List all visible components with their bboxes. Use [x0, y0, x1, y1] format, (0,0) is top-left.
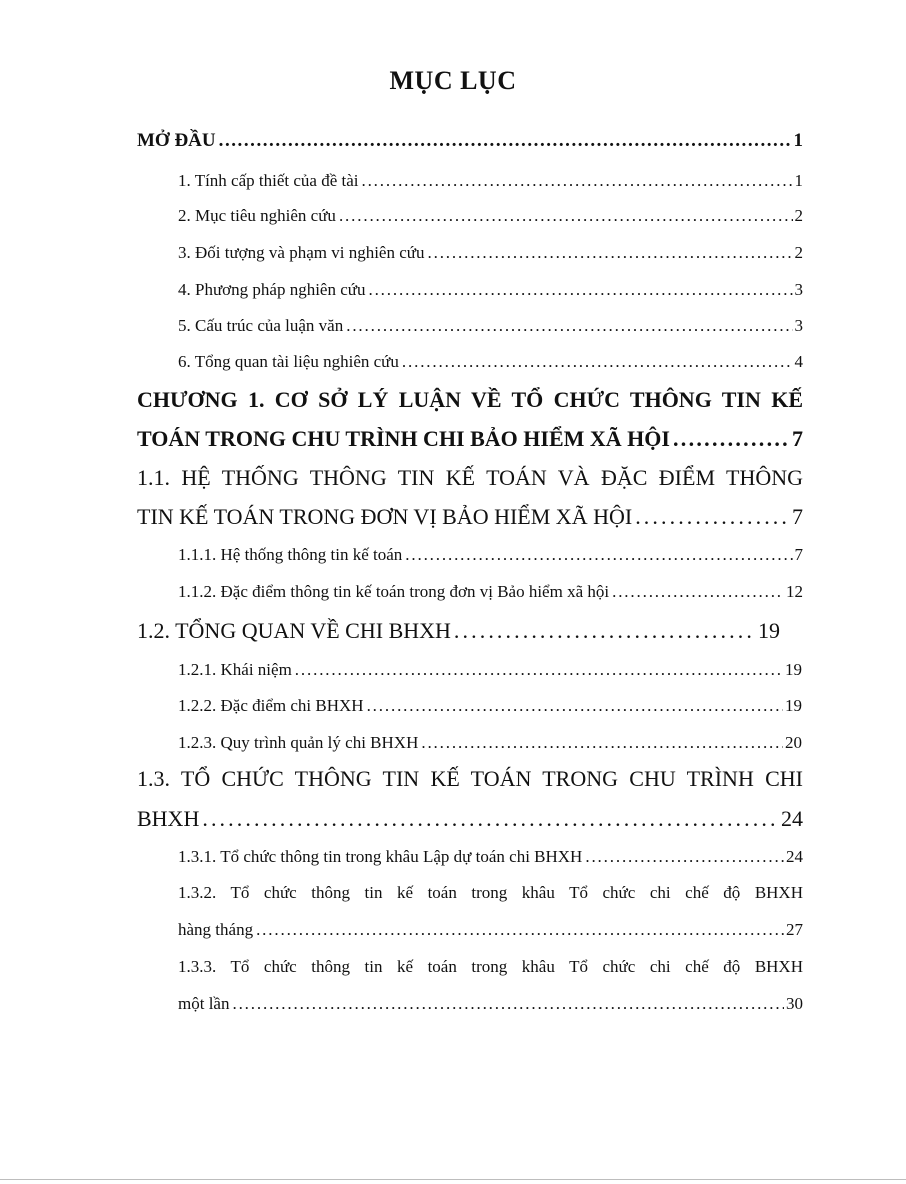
toc-page-number: 19: [785, 696, 802, 715]
toc-entry-text: 1.1.2. Đặc điểm thông tin kế toán trong đơn vị Bảo hiểm xã hội: [178, 582, 610, 601]
toc-page-number: 3: [794, 280, 803, 299]
toc-entry-intro[interactable]: [137, 131, 803, 150]
page-title: MỤC LỤC: [389, 66, 517, 95]
toc-entry-text: 1.3.3. Tổ chức thông tin kế toán trong khâu Tổ chức chi chế độ BHXH: [178, 957, 803, 976]
toc-section-1-1-line1[interactable]: [137, 467, 803, 489]
toc-entry-text: 1.2.2. Đặc điểm chi BHXH: [178, 696, 364, 715]
toc-chapter-1-line2[interactable]: [137, 428, 803, 450]
toc-entry-text: 1. Tính cấp thiết của đề tài: [178, 171, 359, 190]
dot-leader: [256, 921, 784, 938]
toc-entry-text: 1.2.3. Quy trình quản lý chi BHXH: [178, 733, 419, 752]
toc-entry-1-3-2-line2[interactable]: [178, 921, 803, 938]
toc-page-number: 19: [758, 618, 780, 643]
toc-entry-text: TIN KẾ TOÁN TRONG ĐƠN VỊ BẢO HIỂM XÃ HỘI: [137, 504, 633, 529]
dot-leader: [405, 546, 792, 563]
dot-leader: [428, 244, 793, 261]
toc-page-number: 30: [786, 994, 803, 1013]
toc-section-1-3-line2[interactable]: [137, 808, 803, 830]
page-bottom-edge: [0, 1179, 906, 1180]
toc-page-number: 7: [792, 426, 803, 451]
toc-page-number: 2: [794, 243, 803, 262]
toc-page-number: 3: [794, 316, 803, 335]
toc-entry-text: 3. Đối tượng và phạm vi nghiên cứu: [178, 243, 425, 262]
toc-entry-text: 1.3.1. Tổ chức thông tin trong khâu Lập dự toán chi BHXH: [178, 847, 583, 866]
toc-entry-text: 1.3. TỔ CHỨC THÔNG TIN KẾ TOÁN TRONG CHU TRÌNH CHI: [137, 766, 803, 791]
toc-entry-1-1-1[interactable]: [178, 546, 803, 563]
dot-leader: [295, 661, 783, 678]
toc-entry-text: BHXH: [137, 806, 200, 831]
toc-entry-1-1-2[interactable]: [178, 583, 803, 600]
toc-page-number: 12: [786, 582, 803, 601]
toc-entry-1-2-2[interactable]: [178, 697, 802, 714]
dot-leader: [673, 428, 790, 450]
toc-entry-text: 1.2.1. Khái niệm: [178, 660, 292, 679]
dot-leader: [421, 734, 783, 751]
dot-leader: [361, 172, 792, 189]
toc-section-1-1-line2[interactable]: [137, 506, 803, 528]
toc-entry-text: hàng tháng: [178, 920, 254, 939]
toc-chapter-1-line1[interactable]: [137, 389, 803, 411]
toc-entry-text: TOÁN TRONG CHU TRÌNH CHI BẢO HIỂM XÃ HỘI: [137, 426, 670, 451]
dot-leader: [232, 995, 784, 1012]
toc-entry-text: 1.1. HỆ THỐNG THÔNG TIN KẾ TOÁN VÀ ĐẶC ĐIỂM THÔNG: [137, 465, 803, 490]
toc-page-number: 20: [785, 733, 802, 752]
dot-leader: [454, 620, 756, 642]
toc-page-number: 19: [785, 660, 802, 679]
toc-page-number: 7: [794, 545, 803, 564]
toc-entry-1-3-2-line1[interactable]: [178, 884, 803, 901]
dot-leader: [612, 583, 784, 600]
toc-section-1-2[interactable]: [137, 620, 780, 642]
toc-entry-1-2-3[interactable]: [178, 734, 802, 751]
dot-leader: [367, 697, 783, 714]
toc-page-number: 24: [786, 847, 803, 866]
toc-entry-text: một lần: [178, 994, 230, 1013]
toc-entry-text: 5. Cấu trúc của luận văn: [178, 316, 344, 335]
toc-entry-text: 1.1.1. Hệ thống thông tin kế toán: [178, 545, 403, 564]
toc-entry-5[interactable]: [178, 317, 803, 334]
toc-entry-text: 6. Tổng quan tài liệu nghiên cứu: [178, 352, 399, 371]
toc-page-number: 1: [793, 130, 803, 151]
toc-page-number: 1: [794, 171, 803, 190]
toc-entry-text: 1.3.2. Tổ chức thông tin kế toán trong khâu Tổ chức chi chế độ BHXH: [178, 883, 803, 902]
dot-leader: [202, 808, 779, 830]
dot-leader: [219, 131, 792, 150]
toc-entry-text: MỞ ĐẦU: [137, 130, 216, 151]
toc-page-number: 27: [786, 920, 803, 939]
dot-leader: [402, 353, 793, 370]
toc-entry-2[interactable]: [178, 207, 803, 224]
toc-entry-text: 1.2. TỔNG QUAN VỀ CHI BHXH: [137, 618, 451, 643]
dot-leader: [339, 207, 793, 224]
toc-entry-4[interactable]: [178, 281, 803, 298]
dot-leader: [368, 281, 792, 298]
toc-page-number: 4: [794, 352, 803, 371]
toc-entry-1-3-3-line2[interactable]: [178, 995, 803, 1012]
dot-leader: [635, 506, 790, 528]
toc-entry-text: 4. Phương pháp nghiên cứu: [178, 280, 366, 299]
toc-entry-text: CHƯƠNG 1. CƠ SỞ LÝ LUẬN VỀ TỔ CHỨC THÔNG TIN KẾ: [137, 387, 803, 412]
toc-page-number: 7: [792, 504, 803, 529]
dot-leader: [585, 848, 784, 865]
toc-page-number: 24: [781, 806, 803, 831]
toc-entry-1-2-1[interactable]: [178, 661, 802, 678]
toc-entry-1-3-3-line1[interactable]: [178, 958, 803, 975]
toc-section-1-3-line1[interactable]: [137, 768, 803, 790]
dot-leader: [346, 317, 792, 334]
toc-entry-1[interactable]: [178, 172, 803, 189]
toc-entry-text: 2. Mục tiêu nghiên cứu: [178, 206, 336, 225]
toc-entry-3[interactable]: [178, 244, 803, 261]
toc-entry-1-3-1[interactable]: [178, 848, 803, 865]
toc-entry-6[interactable]: [178, 353, 803, 370]
toc-page-number: 2: [794, 206, 803, 225]
